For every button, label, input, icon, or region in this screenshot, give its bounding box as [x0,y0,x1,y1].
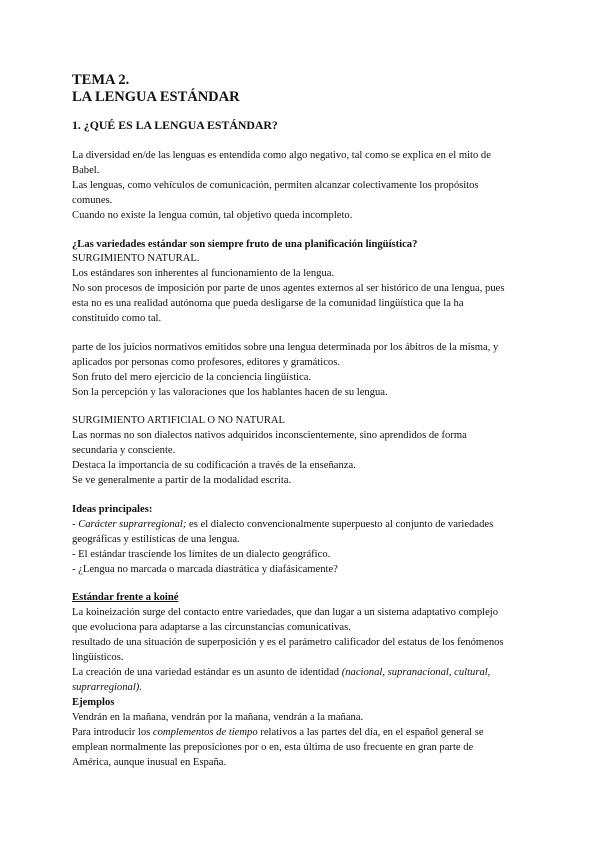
section-heading: 1. ¿QUÉ ES LA LENGUA ESTÁNDAR? [72,118,278,132]
natural-line: No son procesos de imposición por parte de unos agentes externos al ser histórico de una lengua, pues [72,283,505,294]
ideas-item-1 [72,517,540,532]
final-text-a: Para introducir los [72,727,153,738]
identity-line [72,665,540,680]
judgments-line: Son la percepción y las valoraciones que los hablantes hacen de su lengua. [72,387,388,398]
ideas-item-3: - ¿Lengua no marcada o marcada diastrática y diafásicamente? [72,564,338,575]
ideas-item-italic: Carácter suprarregional; [78,519,187,530]
intro-line: La diversidad en/de las lenguas es entendida como algo negativo, tal como se explica en el mito de [72,150,491,161]
identity-italic: (nacional, supranacional, cultural, [341,667,491,678]
koine-line: La koineización surge del contacto entre variedades, que dan lugar a un sistema adaptativo complejo [72,607,499,618]
judgments-line: Son fruto del mero ejercicio de la conciencia lingüística. [72,372,312,383]
example-line: Vendrán en la mañana, vendrán por la mañana, vendrán a la mañana. [72,712,364,723]
doc-title-line2: LA LENGUA ESTÁNDAR [72,89,240,105]
question-heading: ¿Las variedades estándar son siempre fruto de una planificación lingüística? [72,239,418,250]
natural-line: esta no es una realidad autónoma que pueda desligarse de la comunidad lingüística que la ha [72,298,464,309]
ideas-item-prefix: - [72,519,79,530]
koine-line: lingüísticos. [72,652,124,663]
artificial-line: Destaca la importancia de su codificación a través de la enseñanza. [72,460,356,471]
final-line-2: emplean normalmente las preposiciones por o en, esta última de uso frecuente en gran parte de [72,742,474,753]
final-text-b: relativos a las partes del día, en el español general se [257,727,484,738]
koine-heading: Estándar frente a koiné [72,592,179,603]
artificial-line: Se ve generalmente a partir de la modalidad escrita. [72,475,292,486]
identity-text: La creación de una variedad estándar es un asunto de identidad [72,667,342,678]
doc-title-line1: TEMA 2. [72,72,130,88]
intro-line: Cuando no existe la lengua común, tal objetivo queda incompleto. [72,210,353,221]
intro-line: Las lenguas, como vehículos de comunicación, permiten alcanzar colectivamente los propósitos [72,180,479,191]
natural-heading: SURGIMIENTO NATURAL. [72,253,200,264]
judgments-line: parte de los juicios normativos emitidos sobre una lengua determinada por los ábitros de la misma, y [72,342,499,353]
koine-line: resultado de una situación de superposición y es el parámetro calificador del estatus de los fenómenos [72,637,504,648]
koine-line: que evoluciona para adaptarse a las circunstancias comunicativas. [72,622,351,633]
intro-line: Babel. [72,165,100,176]
final-line-3: América, aunque inusual en España. [72,757,227,768]
artificial-line: Las normas no son dialectos nativos adquiridos inconscientemente, sino aprendidos de forma [72,430,467,441]
ideas-heading: Ideas principales: [72,504,153,515]
natural-line: Los estándares son inherentes al funcionamiento de la lengua. [72,268,335,279]
final-line-1 [72,725,540,740]
artificial-line: secundaria y consciente. [72,445,176,456]
ideas-item-2: - El estándar trasciende los límites de un dialecto geográfico. [72,549,331,560]
examples-heading: Ejemplos [72,697,115,708]
ideas-item-rest: es el dialecto convencionalmente superpuesto al conjunto de variedades [186,519,494,530]
intro-line: comunes. [72,195,113,206]
final-italic: complementos de tiempo [152,727,258,738]
judgments-line: aplicados por personas como profesores, editores y gramáticos. [72,357,340,368]
ideas-item-1-cont: geográficas y estilísticas de una lengua. [72,534,240,545]
identity-line-2: suprarregional). [72,682,142,693]
artificial-heading: SURGIMIENTO ARTIFICIAL O NO NATURAL [72,415,286,426]
natural-line: constituido como tal. [72,313,162,324]
